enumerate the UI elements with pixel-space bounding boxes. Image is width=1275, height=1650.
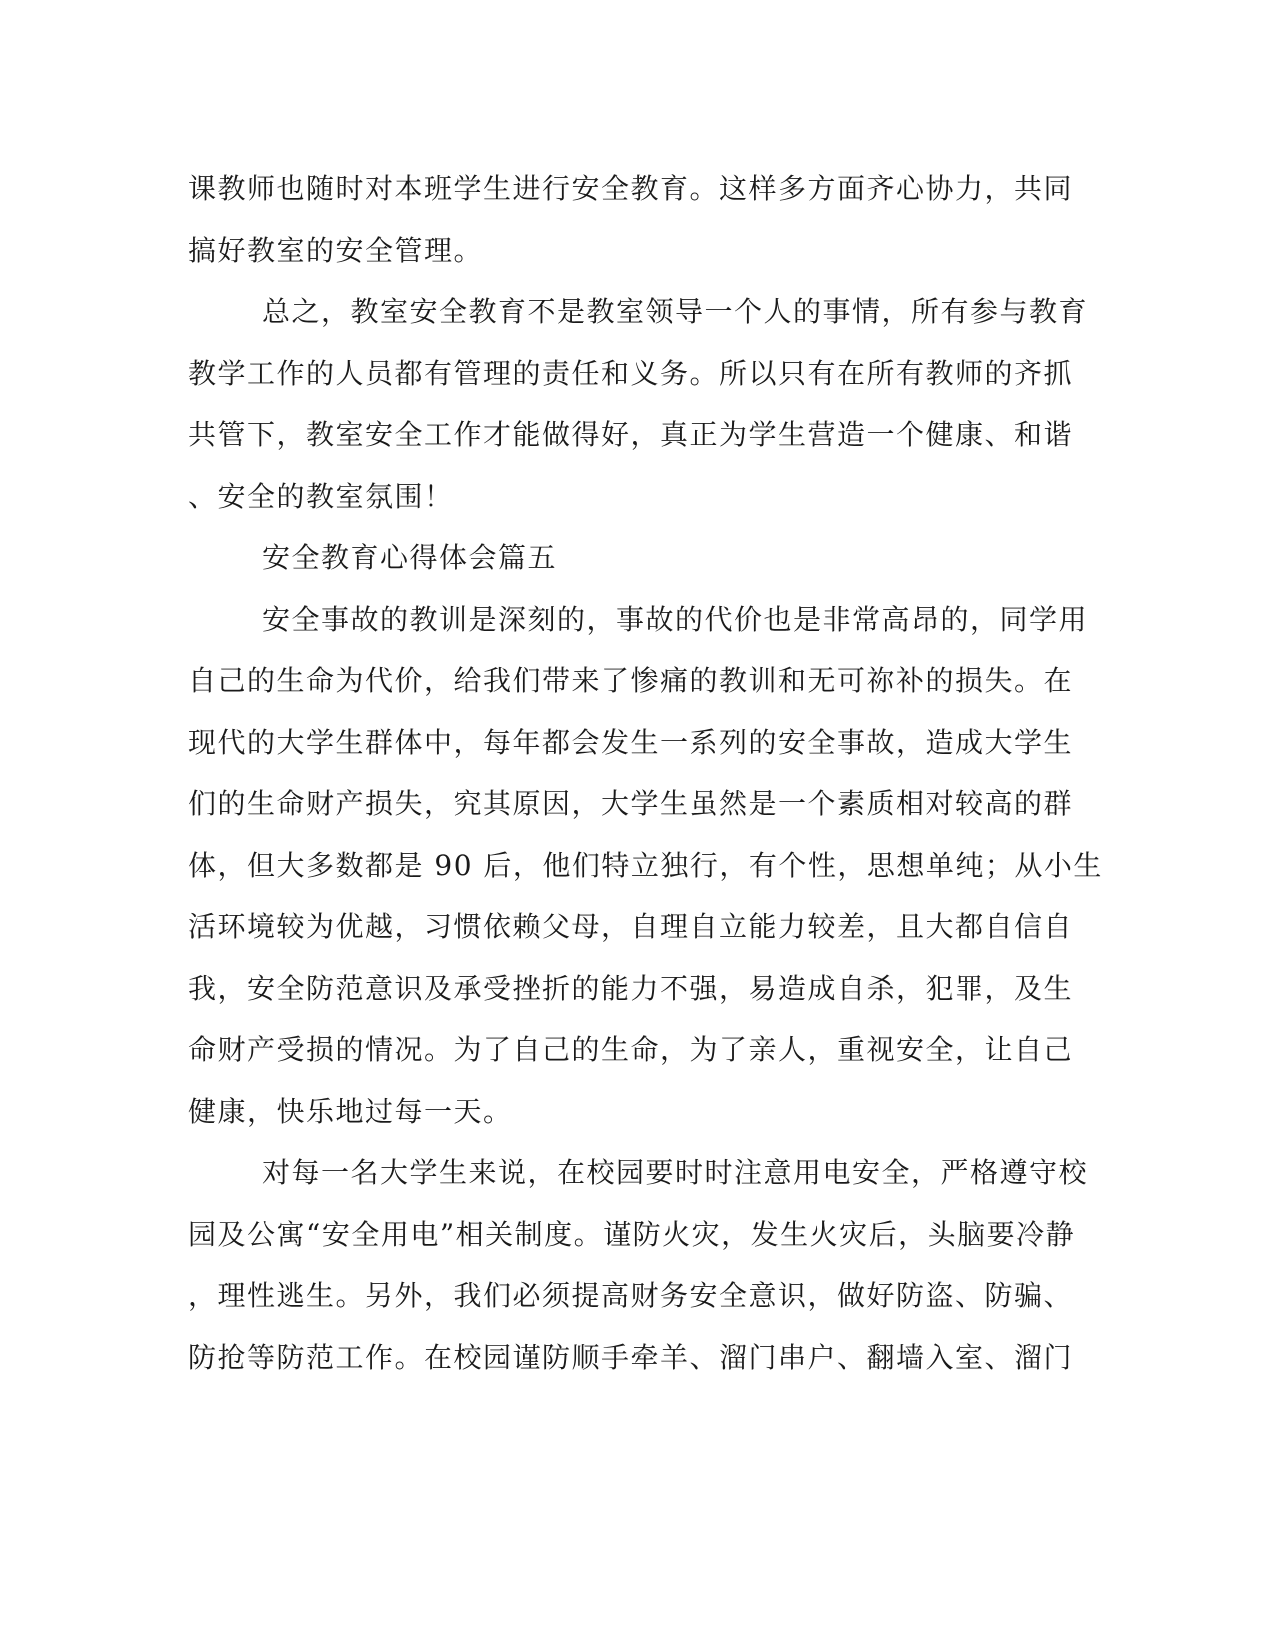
- text-line: 搞好教室的安全管理。: [188, 233, 484, 267]
- text-line: 安全事故的教训是深刻的，事故的代价也是非常高昂的，同学用: [262, 602, 1089, 636]
- text-line: 们的生命财产损失，究其原因，大学生虽然是一个素质相对较高的群: [188, 787, 1074, 820]
- text-line: 现代的大学生群体中，每年都会发生一系列的安全事故，造成大学生: [188, 725, 1074, 759]
- text-line: 课教师也随时对本班学生进行安全教育。这样多方面齐心协力，共同: [188, 172, 1074, 205]
- text-line: 教学工作的人员都有管理的责任和义务。所以只有在所有教师的齐抓: [188, 356, 1074, 390]
- text-line: 、安全的教室氛围！: [188, 479, 454, 513]
- text-line: 总之，教室安全教育不是教室领导一个人的事情，所有参与教育: [262, 295, 1089, 328]
- text-line: 园及公寓“安全用电”相关制度。谨防火灾，发生火灾后，头脑要冷静: [188, 1217, 1076, 1251]
- text-line: 防抢等防范工作。在校园谨防顺手牵羊、溜门串户、翻墙入室、溜门: [188, 1340, 1074, 1374]
- text-line: 体，但大多数都是 90 后，他们特立独行，有个性，思想单纯；从小生: [188, 848, 1103, 882]
- text-line: 命财产受损的情况。为了自己的生命，为了亲人，重视安全，让自己: [188, 1033, 1074, 1066]
- text-line: ，理性逃生。另外，我们必须提高财务安全意识，做好防盗、防骗、: [188, 1279, 1074, 1312]
- text-line: 健康，快乐地过每一天。: [188, 1094, 513, 1128]
- text-line: 活环境较为优越，习惯依赖父母，自理自立能力较差，且大都自信自: [188, 910, 1074, 943]
- text-line: 对每一名大学生来说，在校园要时时注意用电安全，严格遵守校: [262, 1156, 1089, 1189]
- text-line: 共管下，教室安全工作才能做得好，真正为学生营造一个健康、和谐: [188, 418, 1074, 451]
- text-line: 我，安全防范意识及承受挫折的能力不强，易造成自杀，犯罪，及生: [188, 971, 1074, 1005]
- document-body: [188, 158, 1103, 1388]
- text-line: 自己的生命为代价，给我们带来了惨痛的教训和无可祢补的损失。在: [188, 664, 1074, 697]
- section-heading: 安全教育心得体会篇五: [262, 541, 558, 574]
